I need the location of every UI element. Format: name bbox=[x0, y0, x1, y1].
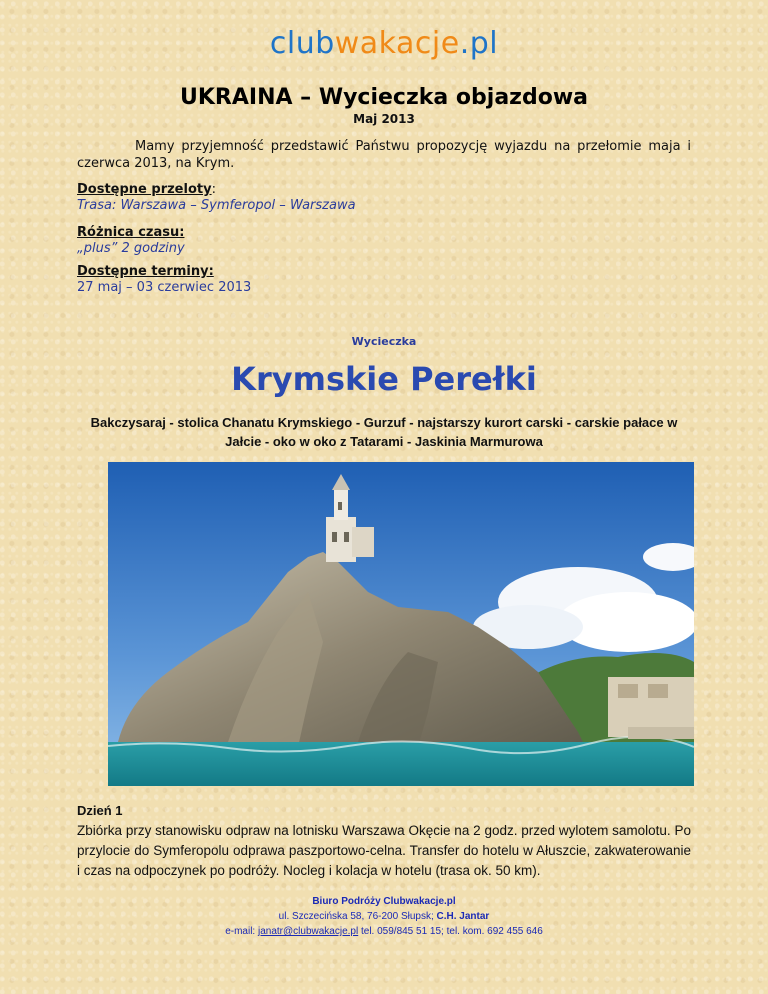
day1-body: Zbiórka przy stanowisku odpraw na lotnisku Warszawa Okęcie na 2 godz. przed wylotem samolotu. Po przylocie do Symferopolu odprawa paszportowo-celna. Transfer do hotelu w Ałuszcie, zakwaterowanie i czas na odpoczynek po podróży. Nocleg i kolacja w hotelu (trasa ok. 50 km). bbox=[77, 823, 691, 878]
timediff-label: Różnica czasu: bbox=[77, 225, 185, 240]
page-subtitle: Maj 2013 bbox=[353, 112, 415, 126]
dates-section bbox=[77, 264, 691, 296]
intro-paragraph: Mamy przyjemność przedstawić Państwu propozycję wyjazdu na przełomie maja i czerwca 2013, na Krym. bbox=[77, 139, 691, 171]
logo-part-pl: .pl bbox=[459, 26, 499, 61]
footer-contact-line bbox=[0, 924, 768, 939]
footer-phones: tel. 059/845 51 15; tel. kom. 692 455 646 bbox=[358, 926, 543, 937]
dates-label: Dostępne terminy: bbox=[77, 264, 214, 279]
flights-route: Trasa: Warszawa – Symferopol – Warszawa bbox=[77, 198, 356, 213]
timediff-value: „plus” 2 godziny bbox=[77, 241, 185, 256]
logo bbox=[0, 26, 768, 61]
logo-part-wakacje: wakacje bbox=[334, 26, 460, 61]
footer-owner: C.H. Jantar bbox=[436, 911, 490, 922]
flights-label: Dostępne przeloty bbox=[77, 182, 212, 197]
day1-heading: Dzień 1 bbox=[77, 803, 123, 818]
footer-email-prefix: e-mail: bbox=[225, 926, 258, 937]
footer-email-link[interactable]: janatr@clubwakacje.pl bbox=[258, 926, 359, 937]
footer-company: Biuro Podróży Clubwakacje.pl bbox=[312, 896, 456, 907]
timediff-section bbox=[77, 225, 691, 257]
flights-colon: : bbox=[211, 182, 216, 197]
footer bbox=[0, 894, 768, 939]
castle-on-cliff-photo bbox=[108, 462, 694, 786]
flights-section bbox=[77, 182, 691, 214]
dates-value: 27 maj – 03 czerwiec 2013 bbox=[77, 280, 252, 295]
tour-tagline: Bakczysaraj - stolica Chanatu Krymskiego - Gurzuf - najstarszy kurort carski - carskie pałace w Jałcie - oko w oko z Tatarami - Jaskinia Marmurowa bbox=[90, 415, 678, 449]
footer-address-line bbox=[0, 909, 768, 924]
tour-headline: Krymskie Perełki bbox=[231, 360, 537, 398]
footer-address: ul. Szczecińska 58, 76-200 Słupsk; bbox=[278, 911, 437, 922]
logo-part-club: club bbox=[269, 26, 335, 61]
tour-kicker: Wycieczka bbox=[351, 335, 417, 348]
page-title: UKRAINA – Wycieczka objazdowa bbox=[180, 85, 588, 110]
